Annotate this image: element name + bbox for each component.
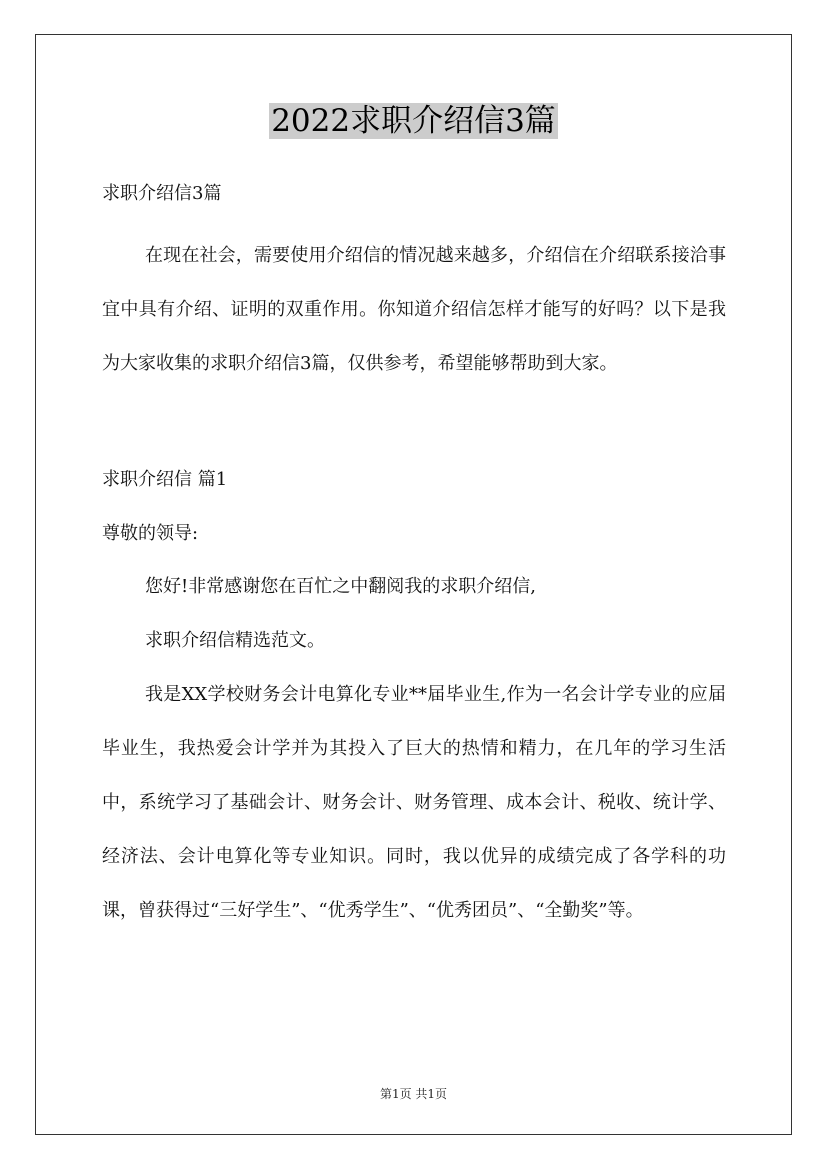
document-title-wrap [0, 102, 827, 140]
body-paragraph: 我是XX学校财务会计电算化专业**届毕业生,作为一名会计学专业的应届毕业生，我热爱会计学并为其投入了巨大的热情和精力，在几年的学习生活中，系统学习了基础会计、财务会计、财务管理、成本会计、税收、统计学、经济法、会计电算化等专业知识。同时，我以优异的成绩完成了各学科的功课，曾获得过“三好学生”、“优秀学生”、“优秀团员”、“全勤奖”等。 [102, 684, 726, 921]
intro-paragraph: 在现在社会，需要使用介绍信的情况越来越多，介绍信在介绍联系接洽事宜中具有介绍、证明的双重作用。你知道介绍信怎样才能写的好吗？以下是我为大家收集的求职介绍信3篇，仅供参考，希望能够帮助到大家。 [102, 245, 726, 374]
greeting-line: 您好!非常感谢您在百忙之中翻阅我的求职介绍信, [145, 576, 536, 597]
section-title: 求职介绍信 篇1 [102, 469, 228, 490]
document-title: 2022求职介绍信3篇 [271, 103, 556, 139]
page-footer: 第1页 共1页 [379, 1087, 448, 1101]
salutation: 尊敬的领导: [102, 523, 199, 544]
note-line: 求职介绍信精选范文。 [145, 630, 325, 651]
document-body [102, 176, 726, 938]
document-heading: 求职介绍信3篇 [102, 183, 222, 204]
